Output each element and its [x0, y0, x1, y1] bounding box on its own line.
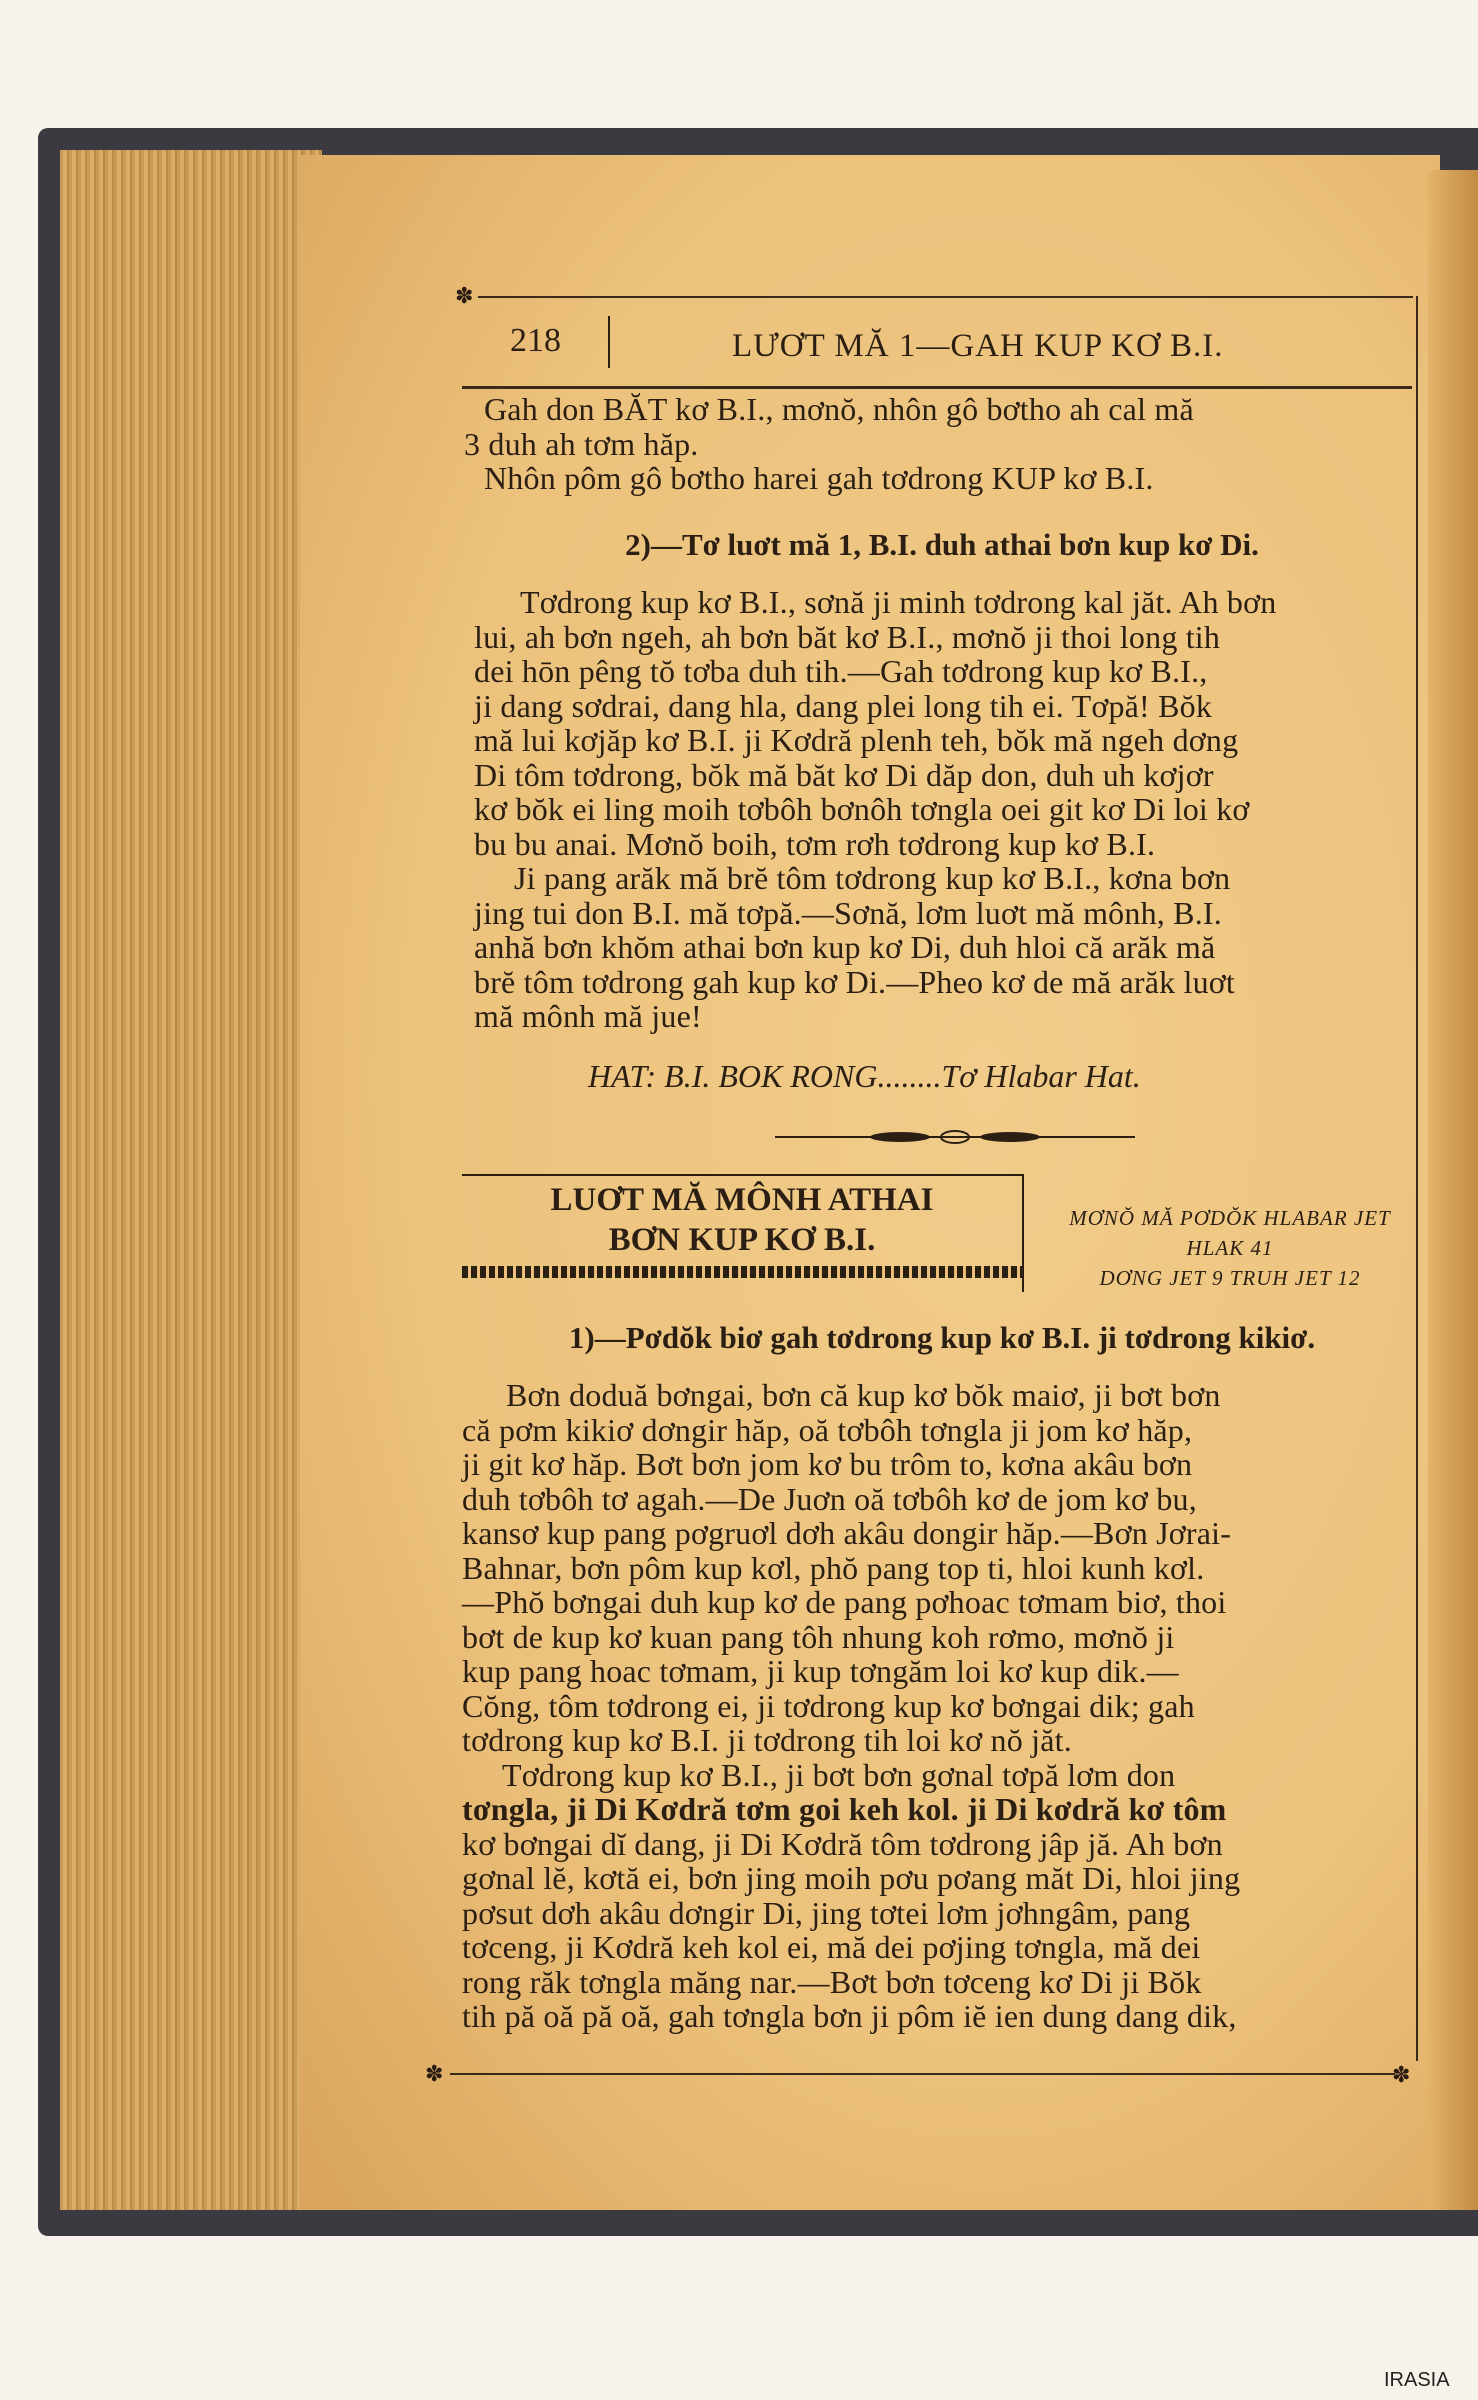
header-underline — [462, 386, 1412, 389]
text-line: duh tơbôh tơ agah.—De Juơn oă tơbôh kơ de jom kơ bu, — [462, 1480, 1197, 1517]
text-line: Bơn doduă bơngai, bơn că kup kơ bŏk maiơ, ji bơt bơn — [506, 1377, 1221, 1413]
text-line: jing tui don B.I. mă tơpă.—Sơnă, lơm luơt mă mônh, B.I. — [474, 894, 1222, 931]
text-line: tơngla, ji Di Kơdră tơm goi keh kol. ji Di kơdră kơ tôm — [462, 1791, 1227, 1827]
text-line: mă lui kơjăp kơ B.I. ji Kơdră plenh teh, bŏk mă ngeh dơng — [474, 722, 1239, 758]
text-line: kơ bŏk ei ling moih tơbôh bơnôh tơngla oei git kơ Di loi kơ — [474, 791, 1250, 827]
text-line: gơnal lĕ, kơtă ei, bơn jing moih pơu pơang măt Di, hloi jing — [462, 1860, 1241, 1896]
section-heading-1: 1)—Pơdŏk biơ gah tơdrong kup kơ B.I. ji tơdrong kikiơ. — [568, 1320, 1316, 1355]
ornament-divider — [775, 1130, 1135, 1144]
text-line: Bahnar, bơn pôm kup kơl, phŏ pang top ti, hloi kunh kơl. — [462, 1549, 1205, 1586]
text-line: ji git kơ hăp. Bơt bơn jom kơ bu trôm to, kơna akâu bơn — [462, 1446, 1193, 1482]
text-line: 3 duh ah tơm hăp. — [464, 425, 699, 462]
page-edges — [60, 150, 322, 2210]
text-line: mă mônh mă jue! — [474, 998, 702, 1034]
text-line: brĕ tôm tơdrong gah kup kơ Di.—Pheo kơ de mă arăk luơt — [474, 963, 1236, 1000]
text-line: kansơ kup pang pơgruơl dơh akâu dongir hăp.—Bơn Jơrai- — [462, 1515, 1232, 1551]
text-line: Cŏng, tôm tơdrong ei, ji tơdrong kup kơ bơngai dik; gah — [462, 1687, 1195, 1724]
text-line: tih pă oă pă oă, gah tơngla bơn ji pôm iĕ ien dung dang dik, — [462, 1998, 1237, 2034]
ornament-dot-bottom-left: ✽ — [425, 2061, 444, 2086]
text-line: Tơdrong kup kơ B.I., sơnă ji minh tơdrong kal jăt. Ah bơn — [520, 584, 1277, 620]
header-divider — [608, 316, 610, 368]
text-line: —Phŏ bơngai duh kup kơ de pang pơhoac tơmam biơ, thoi — [462, 1584, 1227, 1620]
watermark: IRASIA — [1384, 2369, 1450, 2391]
hat-line: HAT: B.I. BOK RONG........Tơ Hlabar Hat. — [588, 1058, 1141, 1094]
text-line: Tơdrong kup kơ B.I., ji bơt bơn gơnal tơpă lơm don — [502, 1756, 1176, 1793]
text-line: pơsut dơh akâu dơngir Di, jing tơtei lơm jơhngâm, pang — [462, 1894, 1191, 1931]
page-number: 218 — [510, 322, 561, 359]
section-title-line-1: LUƠT MĂ MÔNH ATHAI — [550, 1182, 934, 1218]
top-frame-rule — [478, 296, 1413, 298]
intro-paragraph — [464, 391, 1444, 496]
text-line: kup pang hoac tơmam, ji kup tơngăm loi kơ kup dik.— — [462, 1653, 1179, 1689]
text-line: Di tôm tơdrong, bŏk mă băt kơ Di dăp don, duh uh kơjơr — [474, 756, 1214, 793]
text-line: rong răk tơngla măng nar.—Bơt bơn tơceng kơ Di ji Bŏk — [462, 1963, 1202, 2000]
text-line: anhă bơn khŏm athai bơn kup kơ Di, duh hloi că arăk mă — [474, 929, 1216, 965]
ornament-dot-bottom-right: ✽ — [1392, 2062, 1411, 2087]
running-header-title: LƯƠT MĂ 1—GAH KUP KƠ B.I. — [732, 328, 1224, 364]
section-title-line-2: BƠN KUP KƠ B.I. — [608, 1222, 876, 1258]
text-line: bu bu anai. Mơnŏ boih, tơm rơh tơdrong kup kơ B.I. — [474, 825, 1156, 862]
text-line: ji dang sơdrai, dang hla, dang plei long tih ei. Tơpă! Bŏk — [474, 687, 1213, 724]
scripture-ref-line-1: MƠNŎ MĂ PƠDŎK HLABAR JET — [1069, 1206, 1391, 1230]
text-line: kơ bơngai dĭ dang, ji Di Kơdră tôm tơdrong jâp jă. Ah bơn — [462, 1825, 1223, 1862]
text-line: că pơm kikiơ dơngir hăp, oă tơbôh tơngla ji jom kơ hăp, — [462, 1411, 1193, 1448]
text-line: tơceng, ji Kơdră keh kol ei, mă dei pơjing tơngla, mă dei — [462, 1929, 1201, 1965]
bottom-frame-rule — [450, 2073, 1395, 2075]
text-line: bơt de kup kơ kuan pang tôh nhung koh rơmo, mơnŏ ji — [462, 1618, 1175, 1655]
text-line: Nhôn pôm gô bơtho harei gah tơdrong KUP kơ B.I. — [484, 460, 1154, 496]
text-line: lui, ah bơn ngeh, ah bơn băt kơ B.I., mơnŏ ji thoi long tih — [474, 618, 1221, 655]
title-box-decoration — [462, 1266, 1022, 1278]
text-line: dei hōn pêng tŏ tơba duh tih.—Gah tơdrong kup kơ B.I., — [474, 653, 1208, 689]
text-line: tơdrong kup kơ B.I. ji tơdrong tih loi kơ nŏ jăt. — [462, 1722, 1072, 1758]
scripture-ref-line-3: DƠNG JET 9 TRUH JET 12 — [1099, 1266, 1361, 1290]
section1-body — [474, 585, 1434, 1034]
scripture-ref-line-2: HLAK 41 — [1186, 1236, 1274, 1260]
ornament-dot-top-left: ✽ — [455, 283, 474, 308]
text-line: Ji pang arăk mă brĕ tôm tơdrong kup kơ B.I., kơna bơn — [514, 860, 1231, 896]
text-line: Gah don BĂT kơ B.I., mơnŏ, nhôn gô bơtho ah cal mă — [484, 391, 1194, 427]
section-heading-2: 2)—Tơ luơt mă 1, B.I. duh athai bơn kup kơ Di. — [625, 527, 1259, 562]
section2-body — [462, 1378, 1422, 2034]
